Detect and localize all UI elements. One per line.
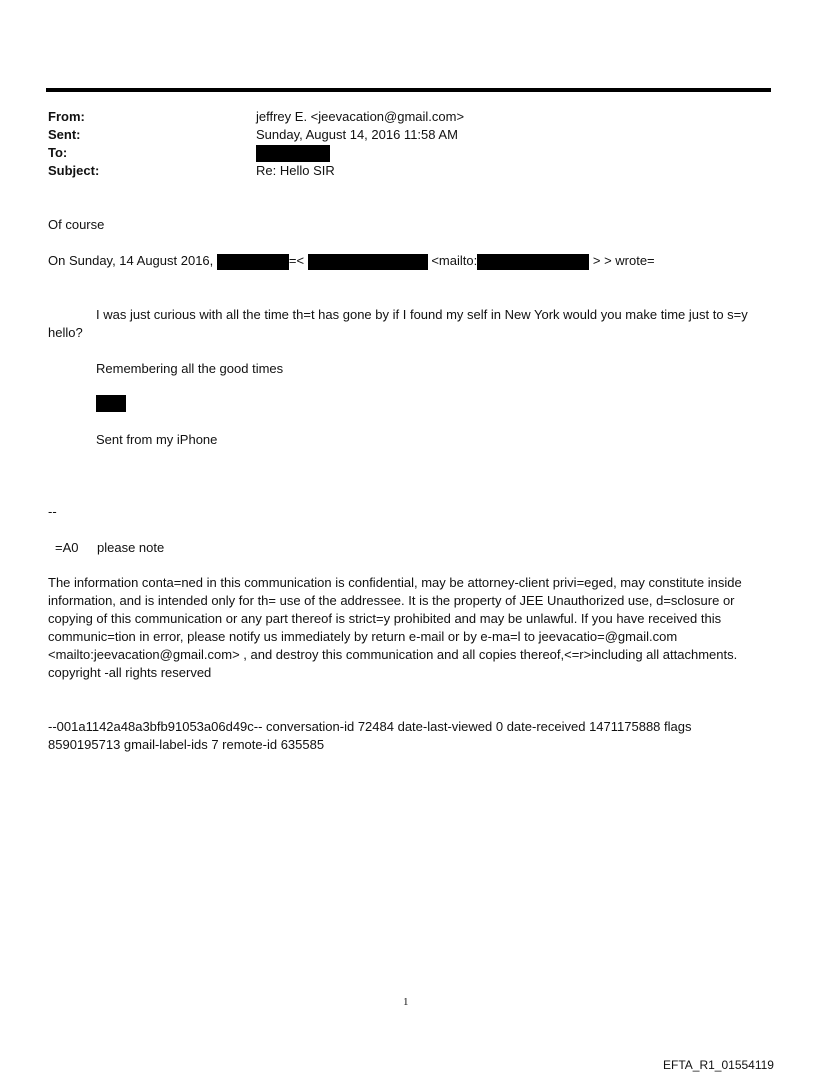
to-label: To: [48, 145, 68, 160]
from-label: From: [48, 109, 85, 124]
sent-label: Sent: [48, 127, 81, 142]
remembering-text: Remembering all the good times [96, 361, 284, 376]
subject-value: Re: Hello SIR [256, 163, 335, 178]
signature-dashes: -- [48, 504, 57, 519]
sent-value: Sunday, August 14, 2016 11:58 AM [256, 127, 458, 142]
quoted-message: I was just curious with all the time th=t has gone by if I found my self in New York would you make time just to s=y hello? [48, 307, 748, 340]
signature-redaction [96, 395, 126, 412]
quote-intro-eq: =< [288, 253, 305, 268]
page-number: 1 [403, 996, 409, 1008]
disclaimer-text: The information conta=ned in this communication is confidential, may be attorney-client privi=eged, may constitute inside information, and is intended only for th= use of the addressee. It is the property of JEE Unauthorized use, d=sclosure or copying of this communication or any part thereof is strict=y prohibited and may be unlawful. If you have received this communic=tion in error, please notify us immediately by return e-mail or by e-ma=l to jeevacatio=@gmail.com <mailto:jeevacation@gmail.com> , and destroy this communication and all copies thereof,<=r>including all attachments. copyright -all rights reserved [48, 575, 742, 680]
metadata-text: --001a1142a48a3bfb91053a06d49c-- conversation-id 72484 date-last-viewed 0 date-received 1471175888 flags 8590195713 gmail-label-ids 7 remote-id 635585 [48, 719, 692, 752]
to-redaction [256, 145, 330, 162]
quote-intro-date: On Sunday, 14 August 2016, [48, 253, 214, 268]
bates-number: EFTA_R1_01554119 [663, 1058, 774, 1072]
note-text: please note [97, 540, 165, 555]
mailto-redaction [477, 254, 589, 270]
quote-intro-wrote: > > wrote= [592, 253, 655, 268]
sender-name-redaction [217, 254, 289, 270]
subject-label: Subject: [48, 163, 100, 178]
from-value: jeffrey E. <jeevacation@gmail.com> [256, 109, 465, 124]
reply-text: Of course [48, 217, 105, 232]
note-prefix: =A0 [55, 540, 79, 555]
header-rule [46, 88, 771, 92]
sent-from-text: Sent from my iPhone [96, 432, 218, 447]
quote-intro-mailto: <mailto: [431, 253, 478, 268]
sender-email-redaction [308, 254, 428, 270]
quote-intro [48, 252, 655, 270]
